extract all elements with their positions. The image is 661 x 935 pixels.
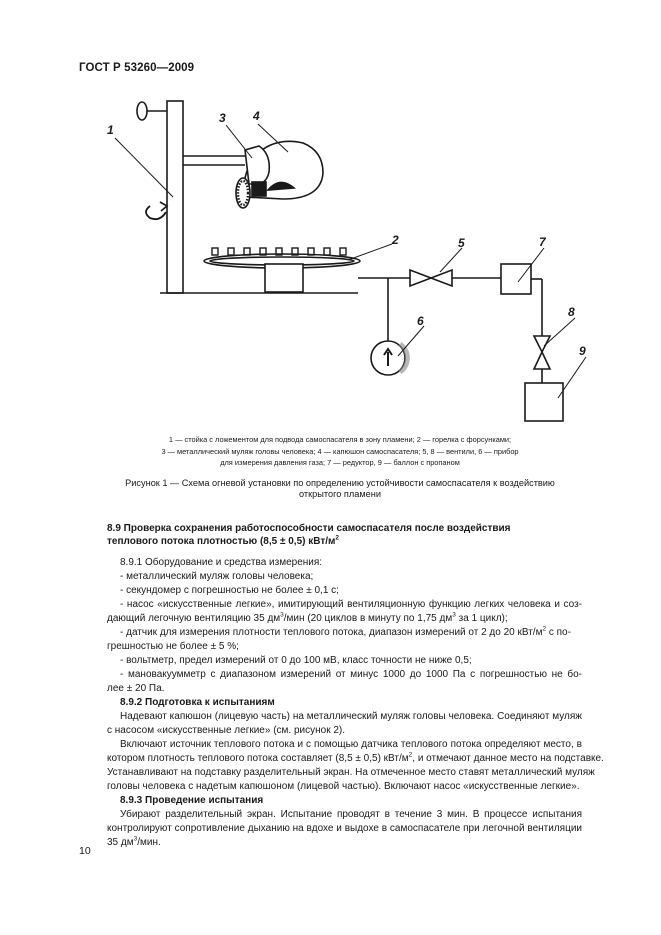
text: /мин. <box>137 837 161 848</box>
valve-5 <box>410 270 452 286</box>
text: /мин (20 циклов в минуту по 1,75 дм <box>283 613 453 624</box>
sup: 2 <box>542 625 547 633</box>
caption-line: Рисунок 1 — Схема огневой установки по определению устойчивости самоспасателя к воздействию <box>125 478 555 488</box>
text: дающий легочную вентиляцию 35 дм <box>107 613 281 624</box>
list-item <box>120 626 582 639</box>
list-item: - секундомер с погрешностью не более ± 0,1 с; <box>120 585 339 596</box>
text: котором плотность теплового потока составляет (8,5 ± 0,5) кВт/м <box>107 753 409 764</box>
legend-line: 1 — стойка с ложементом для подвода самоспасателя в зону пламени; 2 — горелка с форсунками; <box>168 435 512 444</box>
label-3: 3 <box>219 111 226 125</box>
head-dummy <box>245 146 269 184</box>
paragraph-line <box>107 836 582 849</box>
paragraph-line: Надевают капюшон (лицевую часть) на металлический муляж головы человека. Соединяют муляж <box>120 711 582 722</box>
label-2: 2 <box>392 233 399 247</box>
label-5: 5 <box>458 236 465 250</box>
subsection-title: 8.9.2 Подготовка к испытаниям <box>120 697 275 708</box>
section-title-line <box>107 535 577 548</box>
paragraph-line: контролируют сопротивление дыханию на вдохе и выдохе в самоспасателе при легочной вентиляции <box>107 823 582 834</box>
title-text: теплового потока плотностью (8,5 ± 0,5) кВт/м <box>107 536 336 547</box>
stand-post <box>167 101 183 293</box>
sup: 3 <box>280 611 284 619</box>
clause-8-9-1: 8.9.1 Оборудование и средства измерения: <box>120 557 323 568</box>
propane-cylinder <box>525 383 563 421</box>
text: с по- <box>546 627 571 638</box>
caption-line: открытого пламени <box>299 489 381 499</box>
label-8: 8 <box>568 305 575 319</box>
label-1: 1 <box>107 123 114 137</box>
section-title <box>107 522 577 548</box>
paragraph-line: Включают источник теплового потока и с помощью датчика теплового потока определяют место, в <box>120 739 582 750</box>
sup: 2 <box>408 751 413 759</box>
figure-legend <box>100 434 580 469</box>
reducer-box <box>501 264 531 294</box>
list-item: - насос «искусственные легкие», имитирующий вентиляционную функцию легких человека и соз- <box>120 599 582 610</box>
text: 35 дм <box>107 837 134 848</box>
label-9: 9 <box>579 344 586 358</box>
paragraph-line: Убирают разделительный экран. Испытание проводят в течение 3 мин. В процессе испытания <box>120 809 582 820</box>
paragraph-line: головы человека с надетым капюшоном (лицевой частью). Включают насос «искусственные легкие». <box>107 781 580 792</box>
section-title-line: 8.9 Проверка сохранения работоспособности самоспасателя после воздействия <box>107 523 511 534</box>
text: , и отмечают данное место на подставке. <box>412 753 604 764</box>
rotation-arrow-icon <box>146 206 166 219</box>
list-item: - металлический муляж головы человека; <box>120 571 314 582</box>
legend-line: для измерения давления газа; 7 — редуктор, 9 — баллон с пропаном <box>220 458 460 467</box>
list-item-cont: лее ± 20 Па. <box>107 683 165 694</box>
label-7: 7 <box>539 235 546 249</box>
paragraph-line <box>107 751 604 765</box>
page-number: 10 <box>79 845 91 857</box>
sup: 3 <box>452 611 456 619</box>
test-setup-diagram <box>0 0 661 430</box>
document-header: ГОСТ Р 53260—2009 <box>79 62 195 74</box>
title-sup: 2 <box>335 534 340 542</box>
subsection-title: 8.9.3 Проведение испытания <box>120 795 264 806</box>
legend-line: 3 — металлический муляж головы человека; 4 — капюшон самоспасателя; 5, 8 — вентили, 6 — прибор <box>161 446 519 456</box>
text: - датчик для измерения плотности теплового потока, диапазон измерений от 2 до 20 кВт/м <box>120 627 543 638</box>
figure-caption <box>95 478 585 500</box>
valve-8 <box>534 336 550 369</box>
label-4: 4 <box>253 109 260 123</box>
list-item: - вольтметр, предел измерений от 0 до 100 мВ, класс точности не ниже 0,5; <box>120 655 472 666</box>
list-item-cont <box>107 612 582 625</box>
label-6: 6 <box>417 314 424 328</box>
sup: 3 <box>133 835 138 843</box>
adjustment-knob <box>137 102 147 120</box>
paragraph-line: с насосом «искусственные легкие» (см. рисунок 2). <box>107 725 346 736</box>
list-item-cont: грешностью не более ± 5 %; <box>107 641 239 652</box>
text: за 1 цикл); <box>455 613 508 624</box>
paragraph-line: Устанавливают на подставку разделительный экран. На отмеченное место ставят металлический муляж <box>107 767 595 778</box>
list-item: - мановакуумметр с диапазоном измерений от минус 1000 до 1000 Па с погрешностью не бо- <box>120 669 582 680</box>
